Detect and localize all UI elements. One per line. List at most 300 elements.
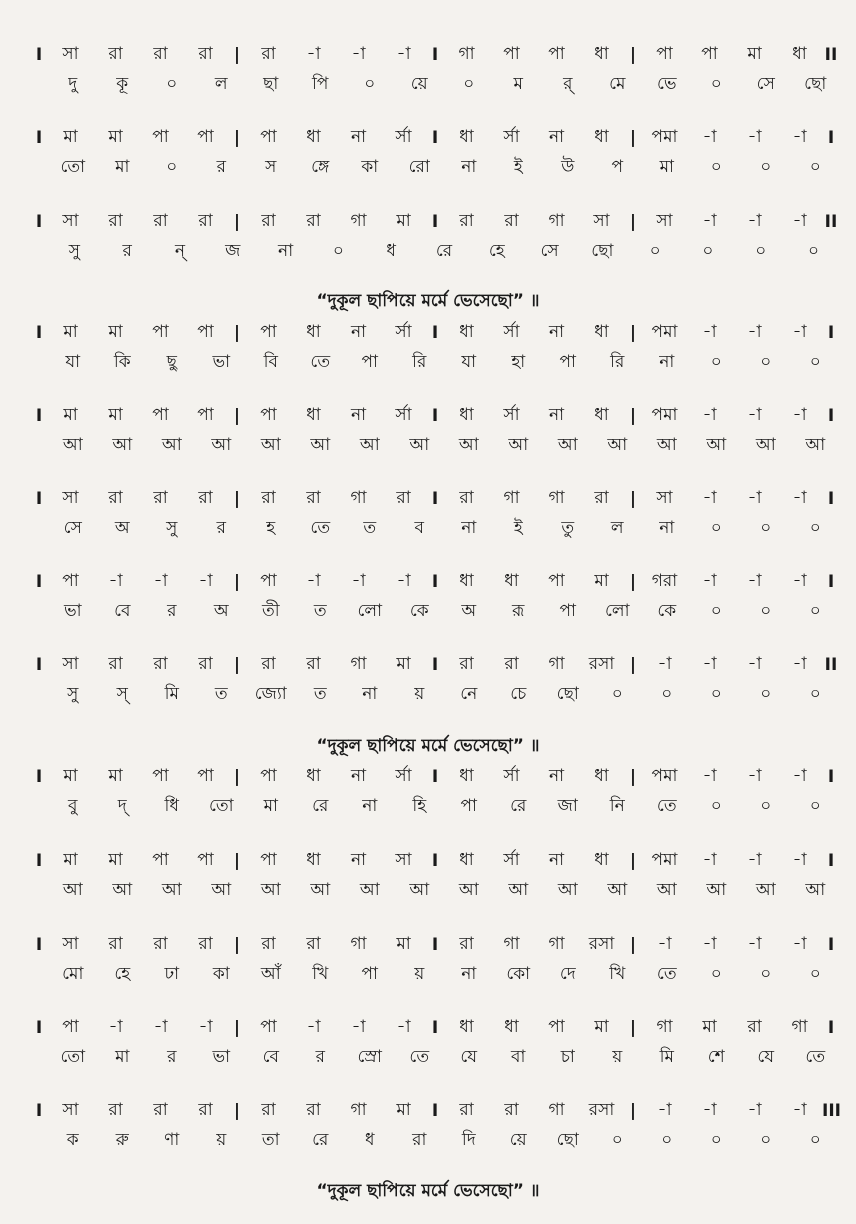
lyric-syllable: আ: [706, 435, 727, 455]
swaralipi-line: [30, 40, 840, 70]
note: -া: [153, 1017, 168, 1037]
note: -া: [792, 850, 807, 870]
swaralipi-line: [30, 401, 840, 431]
bar-line: I: [431, 489, 439, 509]
lyric-syllable: খি: [609, 964, 626, 984]
lyric-syllable: কে: [409, 601, 429, 621]
note: -া: [702, 654, 717, 674]
note: মা: [396, 211, 411, 231]
bar-line: |: [629, 128, 637, 148]
lyric-syllable: অ: [114, 518, 130, 538]
lyric-syllable: ০: [809, 352, 821, 372]
note: -া: [702, 571, 717, 591]
lyric-syllable: কো: [506, 964, 531, 984]
lyric-syllable: ত: [313, 601, 327, 621]
lyric-syllable: ০: [166, 74, 178, 94]
note: সা: [395, 850, 412, 870]
bar-line: |: [233, 212, 241, 232]
lyric-syllable: আ: [310, 880, 331, 900]
notation-block: [30, 1096, 840, 1156]
lyric-syllable: হে: [114, 964, 131, 984]
lyric-syllable: পা: [559, 601, 576, 621]
swaralipi-line: [30, 650, 840, 680]
lyric-syllable: ০: [661, 1130, 673, 1150]
lyric-syllable: আ: [211, 880, 232, 900]
note: সা: [62, 488, 79, 508]
lyric-syllable: মি: [659, 1047, 674, 1067]
note: -া: [153, 571, 168, 591]
note: -া: [747, 766, 762, 786]
lyric-syllable: ০: [809, 601, 821, 621]
bar-line: III: [822, 1101, 841, 1121]
swaralipi-line: [30, 762, 840, 792]
lyric-syllable: সু: [67, 684, 79, 704]
lyric-syllable: য়ে: [509, 1130, 527, 1150]
note: ধা: [504, 571, 519, 591]
note: -া: [351, 1017, 366, 1037]
note: না: [548, 127, 565, 147]
lyric-syllable: ০: [710, 684, 722, 704]
lyrics-line: [30, 1043, 840, 1073]
lyric-syllable: য়: [414, 684, 425, 704]
note: রা: [153, 488, 168, 508]
note: গা: [656, 1017, 673, 1037]
lyric-syllable: রু: [115, 1130, 129, 1150]
bar-line: |: [629, 935, 637, 955]
bar-line: |: [233, 489, 241, 509]
lyric-syllable: তু: [561, 518, 575, 538]
bar-line: I: [35, 1101, 43, 1121]
note: -া: [747, 571, 762, 591]
note: পা: [62, 571, 79, 591]
note: র্সা: [503, 766, 520, 786]
note: না: [350, 322, 367, 342]
lyric-syllable: খি: [312, 964, 329, 984]
note: -া: [747, 405, 762, 425]
note: রা: [198, 654, 213, 674]
lyric-syllable: ০: [710, 964, 722, 984]
note: -া: [747, 934, 762, 954]
bar-line: |: [629, 406, 637, 426]
notation-block: [30, 762, 840, 822]
note: পা: [260, 1017, 277, 1037]
lyric-syllable: আ: [161, 880, 182, 900]
note: গা: [503, 934, 520, 954]
lyric-syllable: সু: [166, 518, 178, 538]
note: রা: [261, 654, 276, 674]
lyric-syllable: আ: [607, 880, 628, 900]
lyric-syllable: জা: [557, 796, 578, 816]
lyric-syllable: যে: [757, 1047, 775, 1067]
notation-block: [30, 650, 840, 710]
note: মা: [108, 766, 123, 786]
note: রা: [459, 1100, 474, 1120]
bar-line: I: [827, 1018, 835, 1038]
note: রা: [594, 488, 609, 508]
bar-line: I: [827, 851, 835, 871]
refrain-line: “দুকূল ছাপিয়ে মর্মে ভেসেছো” ॥: [316, 1181, 540, 1201]
bar-line: |: [233, 45, 241, 65]
note: রা: [459, 654, 474, 674]
note: পা: [197, 127, 214, 147]
lyric-syllable: মা: [115, 157, 130, 177]
note: মা: [108, 127, 123, 147]
bar-line: |: [233, 851, 241, 871]
note: মা: [594, 1017, 609, 1037]
lyrics-line: [30, 680, 840, 710]
lyric-syllable: ০: [809, 796, 821, 816]
note: -া: [306, 571, 321, 591]
note: মা: [747, 44, 762, 64]
bar-line: |: [629, 851, 637, 871]
note: সা: [656, 211, 673, 231]
lyric-syllable: র: [122, 241, 132, 261]
lyric-syllable: ০: [808, 241, 820, 261]
note: পা: [197, 850, 214, 870]
note: মা: [63, 405, 78, 425]
note: পা: [503, 44, 520, 64]
lyric-syllable: বি: [263, 352, 278, 372]
lyric-syllable: ০: [809, 518, 821, 538]
lyric-syllable: জ্যো: [254, 684, 287, 704]
lyric-syllable: ০: [702, 241, 714, 261]
lyric-syllable: ০: [809, 684, 821, 704]
note: রা: [504, 1100, 519, 1120]
note: রা: [306, 1100, 321, 1120]
lyric-syllable: আ: [359, 880, 380, 900]
lyric-syllable: আ: [211, 435, 232, 455]
lyrics-line: [30, 876, 840, 906]
lyric-syllable: রো: [408, 157, 430, 177]
note: পা: [152, 405, 169, 425]
note: -া: [747, 211, 762, 231]
bar-line: |: [233, 323, 241, 343]
note: রা: [153, 211, 168, 231]
lyric-syllable: র: [315, 1047, 325, 1067]
bar-line: |: [629, 1101, 637, 1121]
lyrics-line: [30, 237, 840, 267]
lyric-syllable: না: [461, 518, 477, 538]
lyric-syllable: ভা: [63, 601, 82, 621]
lyric-syllable: না: [659, 518, 675, 538]
note: র্সা: [395, 766, 412, 786]
lyric-syllable: হ: [266, 518, 276, 538]
lyric-syllable: ই: [513, 157, 523, 177]
bar-line: |: [629, 212, 637, 232]
note: -া: [702, 322, 717, 342]
lyric-syllable: লো: [357, 601, 382, 621]
lyric-syllable: না: [278, 241, 294, 261]
lyric-syllable: ০: [760, 796, 772, 816]
lyric-syllable: পা: [559, 352, 576, 372]
bar-line: I: [827, 128, 835, 148]
lyrics-line: [30, 960, 840, 990]
swaralipi-line: [30, 123, 840, 153]
lyrics-line: [30, 70, 840, 100]
lyric-syllable: বে: [262, 1047, 279, 1067]
note: পা: [548, 44, 565, 64]
lyric-syllable: চে: [510, 684, 527, 704]
lyric-syllable: আ: [805, 880, 826, 900]
note: না: [548, 405, 565, 425]
bar-line: |: [233, 1101, 241, 1121]
bar-line: I: [827, 767, 835, 787]
lyric-syllable: মি: [164, 684, 179, 704]
bar-line: |: [233, 406, 241, 426]
bar-line: |: [233, 1018, 241, 1038]
note: পা: [197, 405, 214, 425]
note: গা: [350, 211, 367, 231]
lyric-syllable: অ: [461, 601, 477, 621]
note: -া: [108, 1017, 123, 1037]
note: গা: [548, 488, 565, 508]
lyric-syllable: ০: [710, 157, 722, 177]
lyric-syllable: যে: [460, 1047, 478, 1067]
bar-line: I: [431, 323, 439, 343]
note: না: [350, 766, 367, 786]
lyrics-line: [30, 792, 840, 822]
lyric-syllable: কূ: [116, 74, 129, 94]
lyric-syllable: হি: [412, 796, 427, 816]
note: মা: [396, 654, 411, 674]
note: র্সা: [395, 405, 412, 425]
lyric-syllable: মা: [263, 796, 278, 816]
swaralipi-line: [30, 1096, 840, 1126]
note: না: [548, 322, 565, 342]
note: না: [548, 850, 565, 870]
lyric-syllable: ক: [66, 1130, 79, 1150]
note: ধা: [594, 44, 609, 64]
lyric-syllable: ০: [611, 684, 623, 704]
lyric-syllable: ছো: [804, 74, 827, 94]
lyric-syllable: আ: [409, 880, 430, 900]
bar-line: I: [431, 128, 439, 148]
lyric-syllable: আ: [656, 880, 677, 900]
lyric-syllable: আ: [755, 880, 776, 900]
lyric-syllable: কা: [212, 964, 230, 984]
note: -া: [747, 654, 762, 674]
bar-line: |: [233, 935, 241, 955]
note: রা: [108, 934, 123, 954]
note: -া: [792, 127, 807, 147]
bar-line: I: [431, 1018, 439, 1038]
note: -া: [792, 654, 807, 674]
lyric-syllable: ০: [463, 74, 475, 94]
note: পমা: [651, 322, 678, 342]
lyric-syllable: রে: [312, 1130, 329, 1150]
lyric-syllable: না: [659, 352, 675, 372]
bar-line: I: [827, 572, 835, 592]
note: রা: [153, 44, 168, 64]
note: ধা: [504, 1017, 519, 1037]
lyric-syllable: তো: [60, 1047, 86, 1067]
lyric-syllable: য়: [216, 1130, 227, 1150]
note: গা: [458, 44, 475, 64]
lyric-syllable: রে: [312, 796, 329, 816]
note: র্সা: [395, 127, 412, 147]
note: পা: [260, 127, 277, 147]
lyric-syllable: ০: [809, 964, 821, 984]
note: রা: [108, 44, 123, 64]
lyric-syllable: ভা: [212, 352, 231, 372]
notation-block: [30, 207, 840, 267]
lyric-syllable: ব: [414, 518, 424, 538]
note: রা: [306, 488, 321, 508]
lyric-syllable: ০: [332, 241, 344, 261]
note: রা: [747, 1017, 762, 1037]
bar-line: II: [824, 45, 838, 65]
bar-line: |: [233, 128, 241, 148]
note: রা: [459, 211, 474, 231]
bar-line: |: [629, 323, 637, 343]
bar-line: I: [431, 45, 439, 65]
lyric-syllable: ০: [760, 964, 772, 984]
lyric-syllable: কি: [113, 352, 131, 372]
bar-line: I: [35, 489, 43, 509]
note: -া: [306, 44, 321, 64]
note: সা: [593, 211, 610, 231]
lyric-syllable: ছা: [263, 74, 279, 94]
note: -া: [657, 654, 672, 674]
lyric-syllable: স্: [116, 684, 128, 704]
note: -া: [747, 322, 762, 342]
lyric-syllable: আ: [310, 435, 331, 455]
note: পা: [152, 322, 169, 342]
note: রসা: [588, 934, 615, 954]
lyric-syllable: আ: [508, 435, 529, 455]
lyric-syllable: ধ: [364, 1130, 375, 1150]
lyric-syllable: র: [167, 601, 177, 621]
lyric-syllable: আ: [755, 435, 776, 455]
note: পা: [548, 1017, 565, 1037]
note: ধা: [594, 766, 609, 786]
lyric-syllable: রে: [510, 796, 527, 816]
lyric-syllable: ০: [760, 601, 772, 621]
lyric-syllable: ০: [710, 352, 722, 372]
note: -া: [396, 1017, 411, 1037]
note: মা: [396, 1100, 411, 1120]
refrain-line: “দুকূল ছাপিয়ে মর্মে ভেসেছো” ॥: [316, 736, 540, 756]
lyric-syllable: তে: [805, 1047, 826, 1067]
lyric-syllable: য়ে: [410, 74, 428, 94]
lyric-syllable: না: [461, 964, 477, 984]
lyric-syllable: রে: [435, 241, 453, 261]
note: মা: [63, 766, 78, 786]
lyric-syllable: ত: [363, 518, 377, 538]
lyric-syllable: ০: [611, 1130, 623, 1150]
bar-line: II: [824, 212, 838, 232]
lyric-syllable: সে: [63, 518, 82, 538]
lyric-syllable: সে: [540, 241, 559, 261]
bar-line: I: [431, 851, 439, 871]
lyric-syllable: তে: [409, 1047, 430, 1067]
note: না: [350, 405, 367, 425]
lyric-syllable: আ: [260, 435, 281, 455]
note: রা: [504, 211, 519, 231]
note: মা: [63, 127, 78, 147]
lyric-syllable: বু: [68, 796, 78, 816]
note: ধা: [459, 127, 474, 147]
lyric-syllable: আ: [607, 435, 628, 455]
lyric-syllable: ধি: [164, 796, 179, 816]
lyric-syllable: ছো: [556, 1130, 579, 1150]
notation-block: [30, 401, 840, 461]
note: -া: [351, 44, 366, 64]
lyric-syllable: পা: [361, 964, 378, 984]
bar-line: I: [827, 489, 835, 509]
lyric-syllable: ০: [661, 684, 673, 704]
note: গা: [350, 488, 367, 508]
note: র্সা: [395, 322, 412, 342]
note: ধা: [306, 405, 321, 425]
lyric-syllable: পা: [361, 352, 378, 372]
bar-line: I: [431, 655, 439, 675]
lyric-syllable: প: [611, 157, 624, 177]
bar-line: I: [35, 128, 43, 148]
note: রা: [153, 934, 168, 954]
bar-line: |: [233, 767, 241, 787]
note: রা: [153, 654, 168, 674]
note: ধা: [306, 322, 321, 342]
lyric-syllable: তে: [656, 964, 677, 984]
note: -া: [702, 934, 717, 954]
bar-line: |: [629, 572, 637, 592]
notation-block: [30, 123, 840, 183]
note: রা: [198, 1100, 213, 1120]
lyric-syllable: ০: [710, 796, 722, 816]
note: পা: [197, 322, 214, 342]
note: পা: [62, 1017, 79, 1037]
lyric-syllable: ০: [755, 241, 767, 261]
note: রা: [306, 654, 321, 674]
note: রা: [261, 211, 276, 231]
note: রা: [198, 44, 213, 64]
lyric-syllable: ভা: [212, 1047, 231, 1067]
lyric-syllable: আ: [508, 880, 529, 900]
bar-line: |: [629, 1018, 637, 1038]
lyric-syllable: আ: [557, 435, 578, 455]
note: -া: [792, 322, 807, 342]
note: পমা: [651, 850, 678, 870]
notation-block: [30, 484, 840, 544]
lyric-syllable: রা: [412, 1130, 427, 1150]
note: -া: [792, 766, 807, 786]
lyric-syllable: আ: [62, 880, 83, 900]
note: -া: [108, 571, 123, 591]
lyric-syllable: র্: [563, 74, 573, 94]
note: র্সা: [503, 850, 520, 870]
lyric-syllable: আ: [359, 435, 380, 455]
lyric-syllable: ই: [513, 518, 523, 538]
note: পা: [548, 571, 565, 591]
note: পা: [260, 766, 277, 786]
lyric-syllable: রূ: [512, 601, 525, 621]
note: রা: [108, 654, 123, 674]
lyric-syllable: উ: [561, 157, 575, 177]
note: রা: [198, 488, 213, 508]
lyric-syllable: ম: [513, 74, 523, 94]
lyric-syllable: য়: [612, 1047, 623, 1067]
note: গা: [548, 1100, 565, 1120]
note: মা: [108, 405, 123, 425]
lyric-syllable: আ: [409, 435, 430, 455]
lyric-syllable: ঙ্গে: [311, 157, 330, 177]
note: রা: [459, 934, 474, 954]
note: রসা: [588, 654, 615, 674]
lyric-syllable: চা: [560, 1047, 575, 1067]
note: -া: [657, 1100, 672, 1120]
refrain-line: “দুকূল ছাপিয়ে মর্মে ভেসেছো” ॥: [316, 291, 540, 311]
